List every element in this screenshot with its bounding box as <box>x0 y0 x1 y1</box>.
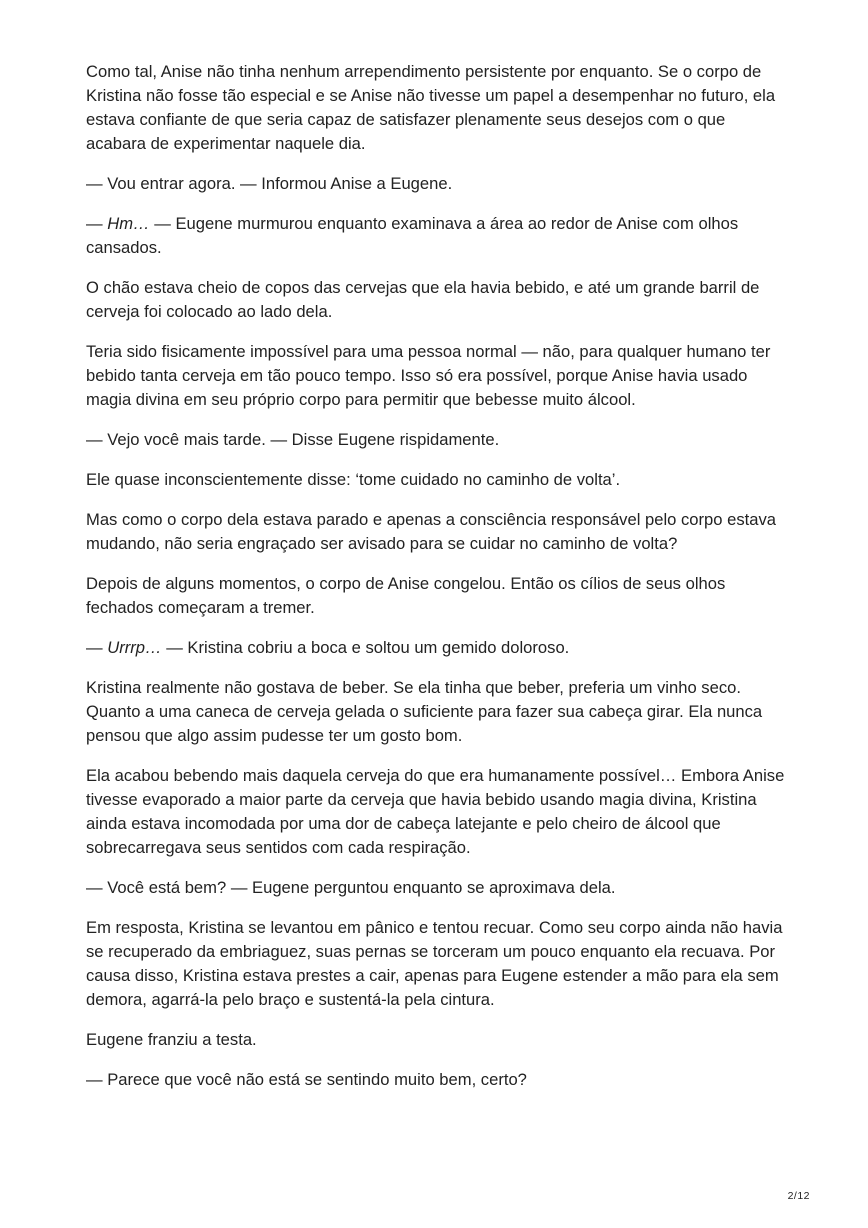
page-number: 2/12 <box>787 1190 810 1202</box>
paragraph: Mas como o corpo dela estava parado e apenas a consciência responsável pelo corpo estava mudando, não seria engraçado ser avisado para se cuidar no caminho de volta? <box>86 510 776 553</box>
paragraph-text: — Kristina cobriu a boca e soltou um gemido doloroso. <box>161 638 570 657</box>
dialogue-dash: — <box>86 638 108 657</box>
dialogue-dash: — <box>86 214 108 233</box>
paragraph: Em resposta, Kristina se levantou em pânico e tentou recuar. Como seu corpo ainda não havia se recuperado da embriaguez, suas pernas se torceram um pouco enquanto ela recuava. Por causa disso, Kristina estava prestes a cair, apenas para Eugene estender a mão para ela sem demora, agarrá-la pelo braço e sustentá-la pela cintura. <box>86 918 783 1009</box>
paragraph: O chão estava cheio de copos das cervejas que ela havia bebido, e até um grande barril de cerveja foi colocado ao lado dela. <box>86 278 760 321</box>
paragraph: — Vou entrar agora. — Informou Anise a Eugene. <box>86 174 453 193</box>
paragraph: Depois de alguns momentos, o corpo de Anise congelou. Então os cílios de seus olhos fechados começaram a tremer. <box>86 574 726 617</box>
paragraph: — Você está bem? — Eugene perguntou enquanto se aproximava dela. <box>86 878 616 897</box>
paragraph <box>86 636 786 660</box>
document-body <box>86 60 786 1108</box>
paragraph: — Parece que você não está se sentindo muito bem, certo? <box>86 1070 527 1089</box>
italic-interjection: Urrrp… <box>107 638 162 657</box>
paragraph: Como tal, Anise não tinha nenhum arrependimento persistente por enquanto. Se o corpo de Kristina não fosse tão especial e se Anise não tivesse um papel a desempenhar no futuro, ela estava confiante de que seria capaz de satisfazer plenamente seus desejos com o que acabara de experimentar naquele dia. <box>86 62 776 153</box>
paragraph: — Vejo você mais tarde. — Disse Eugene rispidamente. <box>86 430 500 449</box>
paragraph: Teria sido fisicamente impossível para uma pessoa normal — não, para qualquer humano ter bebido tanta cerveja em tão pouco tempo. Isso só era possível, porque Anise havia usado magia divina em seu próprio corpo para permitir que bebesse muito álcool. <box>86 342 771 409</box>
italic-interjection: Hm… <box>107 214 150 233</box>
paragraph: Eugene franziu a testa. <box>86 1030 257 1049</box>
paragraph-text: — Eugene murmurou enquanto examinava a área ao redor de Anise com olhos cansados. <box>86 214 739 257</box>
paragraph: Ela acabou bebendo mais daquela cerveja do que era humanamente possível… Embora Anise tivesse evaporado a maior parte da cerveja que havia bebido usando magia divina, Kristina ainda estava incomodada por uma dor de cabeça latejante e pelo cheiro de álcool que sobrecarregava seus sentidos com cada respiração. <box>86 766 785 857</box>
paragraph: Ele quase inconscientemente disse: ‘tome cuidado no caminho de volta’. <box>86 470 621 489</box>
paragraph <box>86 212 786 260</box>
paragraph: Kristina realmente não gostava de beber. Se ela tinha que beber, preferia um vinho seco. Quanto a uma caneca de cerveja gelada o suficiente para fazer sua cabeça girar. Ela nunca pensou que algo assim pudesse ter um gosto bom. <box>86 678 763 745</box>
